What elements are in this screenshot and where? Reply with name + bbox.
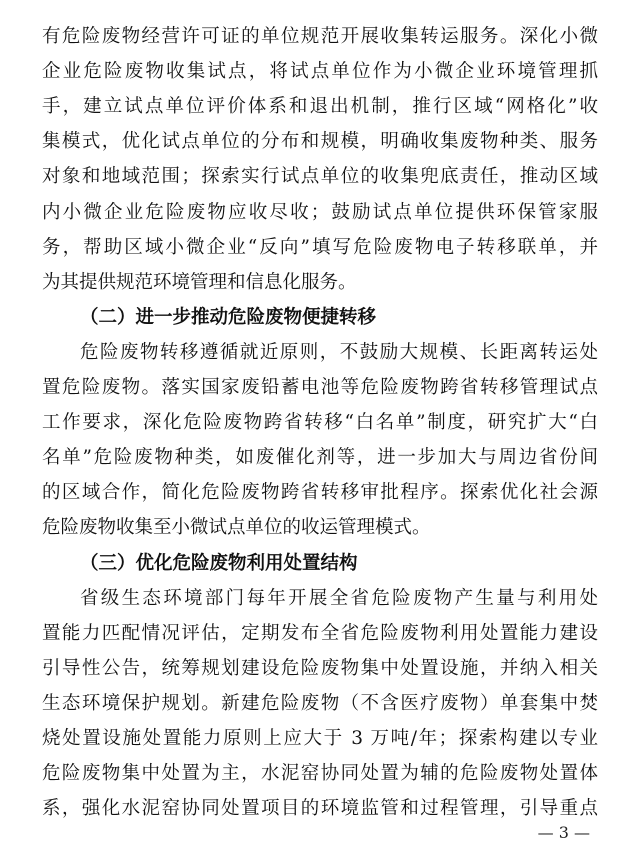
paragraph-1-line: 集模式，优化试点单位的分布和规模，明确收集废物种类、服务 <box>42 131 598 153</box>
section-2-heading: （二）进一步推动危险废物便捷转移 <box>80 306 377 328</box>
paragraph-1-line: 对象和地域范围；探索实行试点单位的收集兜底责任，推动区域 <box>42 166 598 188</box>
section-2-line: 置危险废物。落实国家废铅蓄电池等危险废物跨省转移管理试点 <box>42 377 598 398</box>
section-3-line: 省级生态环境部门每年开展全省危险废物产生量与利用处 <box>80 587 598 609</box>
paragraph-1-line: 手，建立试点单位评价体系和退出机制，推行区域“网格化”收 <box>42 96 598 118</box>
paragraph-1-line: 务，帮助区域小微企业“反向”填写危险废物电子转移联单，并 <box>42 236 598 258</box>
section-2-line: 危险废物收集至小微试点单位的收运管理模式。 <box>42 517 431 539</box>
paragraph-1-line: 为其提供规范环境管理和信息化服务。 <box>42 271 357 293</box>
section-2-line: 名单”危险废物种类，如废催化剂等，进一步加大与周边省份间 <box>42 447 598 469</box>
page-number: — 3 — <box>537 823 590 842</box>
section-2-line: 的区域合作，简化危险废物跨省转移审批程序。探索优化社会源 <box>42 482 598 504</box>
section-3-line: 烧处置设施处置能力原则上应大于 3 万吨/年；探索构建以专业 <box>42 728 598 749</box>
paragraph-1-line: 内小微企业危险废物应收尽收；鼓励试点单位提供环保管家服 <box>42 201 598 223</box>
section-3-heading: （三）优化危险废物利用处置结构 <box>80 552 358 574</box>
paragraph-1-line: 企业危险废物收集试点，将试点单位作为小微企业环境管理抓 <box>42 61 598 83</box>
section-3-line: 引导性公告，统筹规划建设危险废物集中处置设施，并纳入相关 <box>42 657 598 679</box>
section-3-line: 置能力匹配情况评估，定期发布全省危险废物利用处置能力建设 <box>42 622 598 644</box>
section-3-line: 系，强化水泥窑协同处置项目的环境监管和过程管理，引导重点 <box>42 798 598 820</box>
section-2-line: 危险废物转移遵循就近原则，不鼓励大规模、长距离转运处 <box>80 341 598 363</box>
section-3-line: 生态环境保护规划。新建危险废物（不含医疗废物）单套集中焚 <box>42 692 598 714</box>
section-3-line: 危险废物集中处置为主，水泥窑协同处置为辅的危险废物处置体 <box>42 763 598 785</box>
section-2-line: 工作要求，深化危险废物跨省转移“白名单”制度，研究扩大“白 <box>42 412 598 434</box>
paragraph-1-line: 有危险废物经营许可证的单位规范开展收集转运服务。深化小微 <box>42 26 598 47</box>
